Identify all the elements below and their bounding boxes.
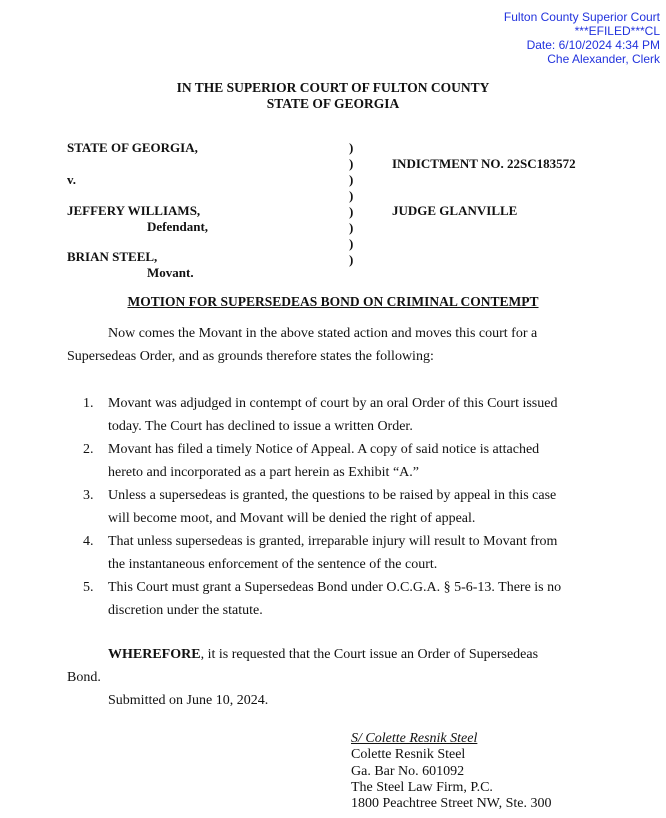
paren: ) <box>349 156 354 171</box>
wherefore-line-2: Bond. <box>67 670 101 685</box>
paren: ) <box>349 252 354 267</box>
paren: ) <box>349 140 354 155</box>
paren: ) <box>349 236 354 251</box>
list-number: 1. <box>83 396 94 411</box>
intro-line-1: Now comes the Movant in the above stated action and moves this court for a <box>108 326 538 341</box>
list-number: 2. <box>83 442 94 457</box>
firm-address: 1800 Peachtree Street NW, Ste. 300 <box>351 796 552 812</box>
list-item <box>83 576 603 622</box>
stamp-efiled: ***EFILED***CL <box>574 24 660 38</box>
caption-versus: v. <box>67 172 77 187</box>
stamp-clerk: Che Alexander, Clerk <box>547 52 660 66</box>
paren: ) <box>349 204 354 219</box>
wherefore-text: , it is requested that the Court issue an Order of Supersedeas <box>200 647 539 662</box>
stamp-date: Date: 6/10/2024 4:34 PM <box>526 38 660 52</box>
stamp-court: Fulton County Superior Court <box>503 10 660 24</box>
caption-plaintiff: STATE OF GEORGIA, <box>67 140 198 155</box>
signature-line: S/ Colette Resnik Steel <box>351 731 478 746</box>
caption-movant-role: Movant. <box>147 265 194 280</box>
list-line: That unless supersedeas is granted, irreparable injury will result to Movant from <box>108 534 558 549</box>
list-line: hereto and incorporated as a part herein as Exhibit “A.” <box>108 465 419 480</box>
court-heading <box>0 80 666 112</box>
list-item <box>83 438 603 484</box>
list-item <box>83 392 603 438</box>
list-line: Movant was adjudged in contempt of court by an oral Order of this Court issued <box>108 396 558 411</box>
indictment-number: INDICTMENT NO. 22SC183572 <box>392 156 576 171</box>
paren: ) <box>349 188 354 203</box>
intro-line-2: Supersedeas Order, and as grounds therefore states the following: <box>67 349 434 364</box>
list-line: This Court must grant a Supersedeas Bond under O.C.G.A. § 5-6-13. There is no <box>108 580 562 595</box>
caption-parentheses <box>349 140 353 268</box>
list-item <box>83 530 603 576</box>
list-line: Movant has filed a timely Notice of Appeal. A copy of said notice is attached <box>108 442 540 457</box>
efiling-stamp <box>504 10 660 66</box>
grounds-list <box>83 392 603 622</box>
caption-defendant-name: JEFFERY WILLIAMS, <box>67 203 201 218</box>
list-line: the instantaneous enforcement of the sentence of the court. <box>108 557 438 572</box>
caption-defendant-role: Defendant, <box>147 219 209 234</box>
paren: ) <box>349 172 354 187</box>
list-line: Unless a supersedeas is granted, the questions to be raised by appeal in this case <box>108 488 557 503</box>
court-name: IN THE SUPERIOR COURT OF FULTON COUNTY <box>176 80 490 95</box>
list-number: 5. <box>83 580 94 595</box>
signature-block <box>351 731 552 812</box>
list-line: discretion under the statute. <box>108 603 263 618</box>
bar-number: Ga. Bar No. 601092 <box>351 763 465 779</box>
law-firm: The Steel Law Firm, P.C. <box>351 779 493 795</box>
judge-name: JUDGE GLANVILLE <box>392 203 518 218</box>
wherefore-line-1 <box>108 643 538 666</box>
list-number: 4. <box>83 534 94 549</box>
list-number: 3. <box>83 488 94 503</box>
wherefore-keyword: WHEREFORE <box>108 647 201 662</box>
caption-movant-name: BRIAN STEEL, <box>67 249 158 264</box>
motion-title: MOTION FOR SUPERSEDEAS BOND ON CRIMINAL CONTEMPT <box>127 294 539 309</box>
signer-name: Colette Resnik Steel <box>351 747 466 763</box>
list-line: will become moot, and Movant will be denied the right of appeal. <box>108 511 476 526</box>
paren: ) <box>349 220 354 235</box>
list-item <box>83 484 603 530</box>
list-line: today. The Court has declined to issue a written Order. <box>108 419 413 434</box>
court-state: STATE OF GEORGIA <box>266 96 400 111</box>
submitted-date: Submitted on June 10, 2024. <box>108 693 269 708</box>
